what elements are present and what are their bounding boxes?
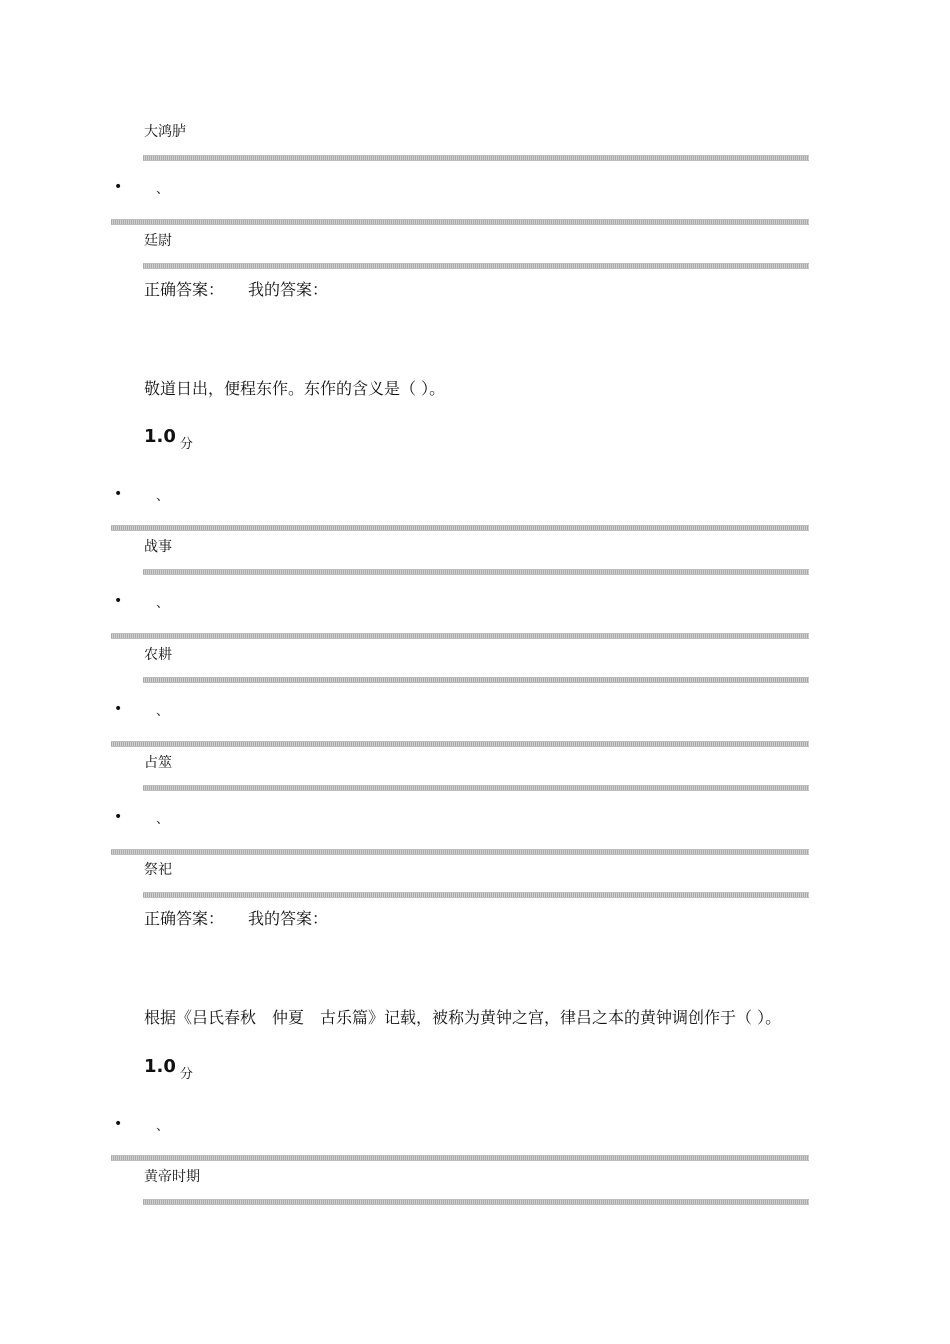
- bullet-marker: •: [114, 701, 123, 717]
- divider: [143, 1199, 809, 1205]
- my-answer-label: 我的答案：: [248, 909, 329, 928]
- divider: [111, 1155, 809, 1161]
- option-marker: 、: [156, 489, 170, 504]
- divider: [111, 849, 809, 855]
- option-text[interactable]: 占筮: [144, 755, 172, 771]
- option-marker: 、: [156, 596, 170, 611]
- option-text: 大鸿胪: [144, 124, 186, 140]
- correct-answer-label: 正确答案：: [144, 909, 225, 928]
- divider: [111, 741, 809, 747]
- answer-row: [144, 909, 328, 929]
- score-unit: 分: [179, 1067, 193, 1082]
- divider: [143, 785, 809, 791]
- score-value: 1.0: [144, 1056, 176, 1077]
- option-text[interactable]: 战事: [144, 539, 172, 555]
- option-marker: 、: [156, 1119, 170, 1134]
- divider: [143, 569, 809, 575]
- bullet-marker: •: [114, 486, 123, 502]
- divider: [143, 155, 809, 161]
- correct-answer-label: 正确答案：: [144, 280, 225, 299]
- score: [144, 1056, 193, 1080]
- divider: [111, 219, 809, 225]
- option-text[interactable]: 黄帝时期: [144, 1169, 200, 1185]
- bullet-marker: •: [114, 1116, 123, 1132]
- option-marker: 、: [156, 704, 170, 719]
- bullet-marker: •: [114, 179, 123, 195]
- divider: [111, 525, 809, 531]
- option-marker: 、: [156, 182, 170, 197]
- bullet-marker: •: [114, 593, 123, 609]
- score-unit: 分: [179, 437, 193, 452]
- score-value: 1.0: [144, 426, 176, 447]
- option-marker: 、: [156, 812, 170, 827]
- divider: [111, 633, 809, 639]
- question-text: 敬道日出，便程东作。东作的含义是（ ）。: [144, 379, 446, 398]
- divider: [143, 677, 809, 683]
- score: [144, 426, 193, 450]
- divider: [143, 892, 809, 898]
- my-answer-label: 我的答案：: [248, 280, 329, 299]
- divider: [143, 263, 809, 269]
- option-text[interactable]: 祭祀: [144, 862, 172, 878]
- answer-row: [144, 280, 328, 300]
- bullet-marker: •: [114, 809, 123, 825]
- option-text[interactable]: 廷尉: [144, 233, 172, 249]
- option-text[interactable]: 农耕: [144, 647, 172, 663]
- question-text: 根据《吕氏春秋 仲夏 古乐篇》记载，被称为黄钟之宫，律吕之本的黄钟调创作于（ ）。: [144, 1008, 782, 1027]
